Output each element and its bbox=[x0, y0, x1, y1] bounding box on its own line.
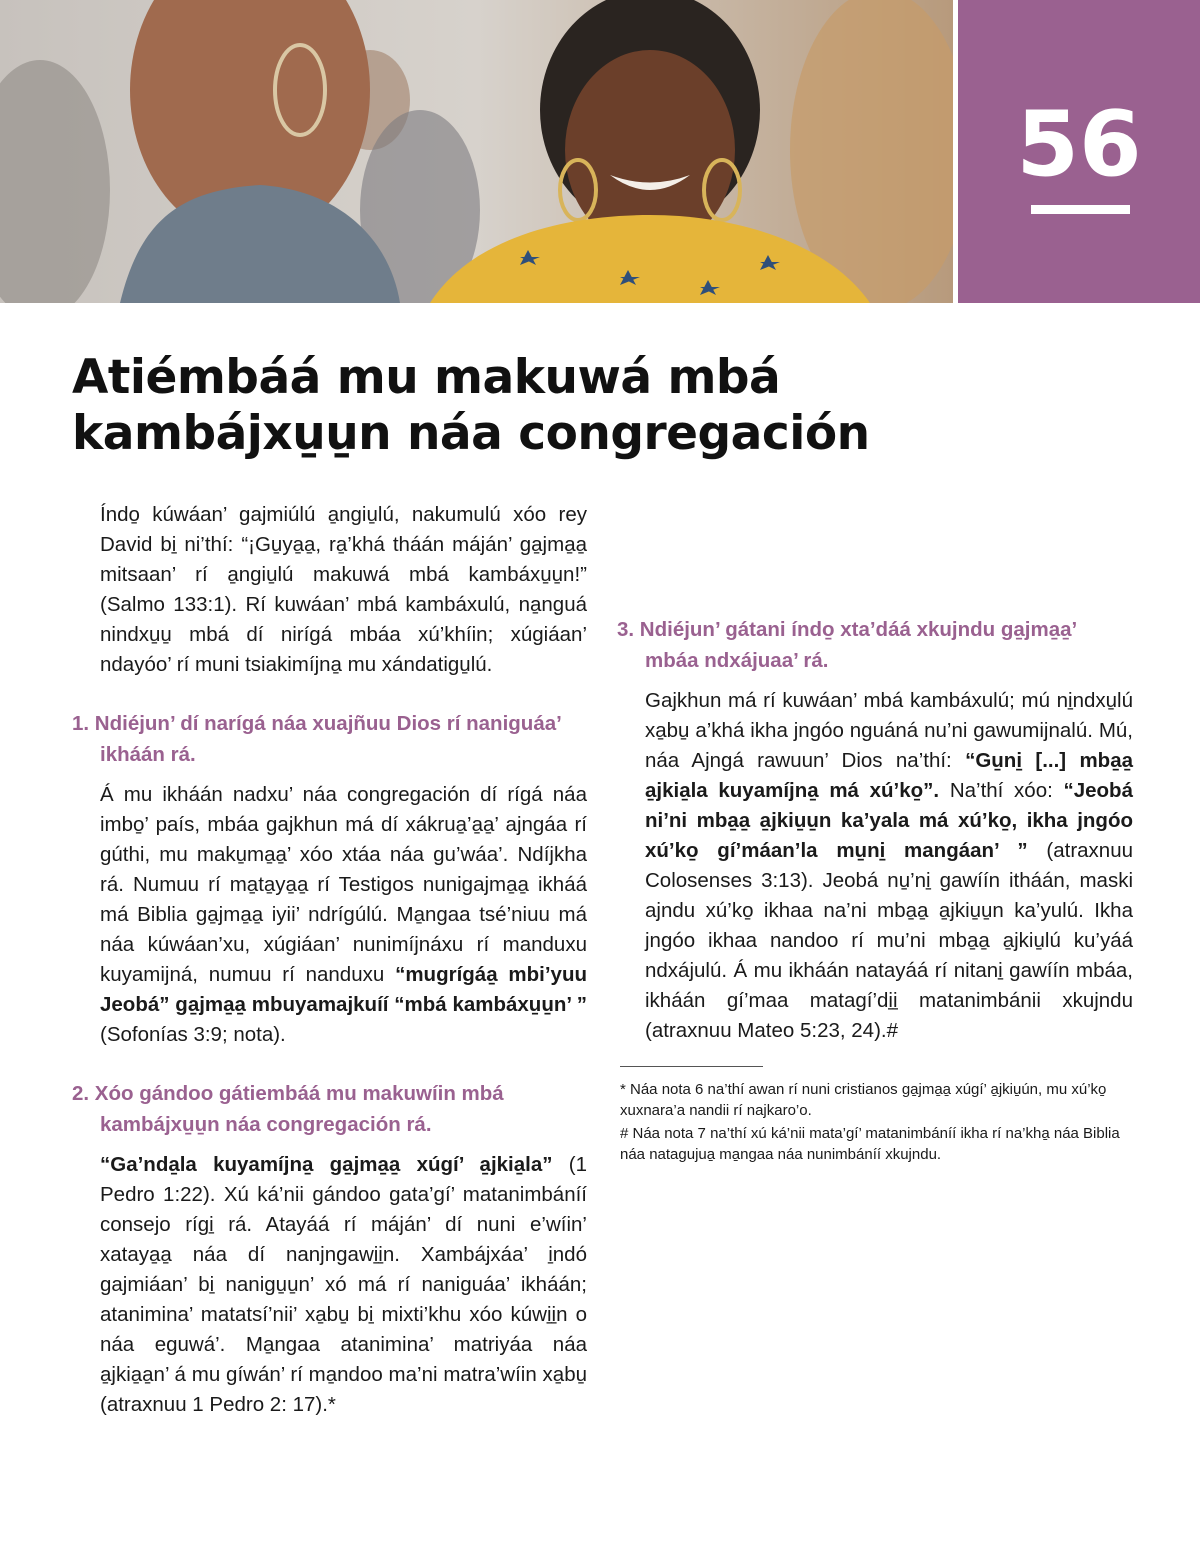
section-3-text-a: Gajkhun má rí kuwáan’ mbá kambáxulú; mú ni̱ndxu̱lú xa̱bu̱ a’khá ikha jngóo nguáná nu’ni gawumijnalú. Mú, náa Ajngá rawuun’ Dios na’thí: bbox=[645, 689, 1133, 772]
section-3-bold-b: “Jeobá ni’ni mba̱a̱ a̱jkiu̱u̱n ka’yala má xú’ko̱, ikha jngóo xú’ko̱ gí’máan’la mu̱ni̱ mangáan’ ” bbox=[645, 779, 1133, 862]
footnote-2: # Náa nota 7 na’thí xú ká’nii mata’gí’ matanimbáníí ikha rí na’kha̱ náa Biblia náa natagujua̱ ma̱ngaa náa nunimbáníí xkujndu. bbox=[620, 1125, 1120, 1163]
section-2-heading: 2. Xóo gándoo gátiembáá mu makuwíin mbá kambájxu̱u̱n náa congregación rá. bbox=[72, 1082, 504, 1136]
footnote-divider bbox=[620, 1066, 763, 1067]
lesson-number-underline bbox=[1031, 205, 1130, 214]
section-3-heading: 3. Ndiéjun’ gátani índo̱ xta’dáá xkujndu ga̱jma̱a̱’ mbáa ndxájuaa’ rá. bbox=[617, 618, 1077, 672]
intro-paragraph: Índo̱ kúwáan’ gajmiúlú a̱ngiu̱lú, nakumulú xóo rey David bi̱ ni’thí: “¡Gu̱ya̱a̱, ra̱’khá tháán máján’ ga̱jma̱a̱ mitsaan’ rí a̱ngiu̱lú makuwá mbá kambáxu̱u̱n!” (Salmo 133:1). Rí kuwáan’ mbá kambáxulú, na̱nguá nindxu̱u̱ mbá dí nirígá mbáa xú’khíin; xúgiáan’ ndayóo’ rí muni tsiakimíjna̱ mu xándatigu̱lú. bbox=[100, 503, 587, 676]
section-2-bold-quote: “Ga’nda̱la kuyamíjna̱ ga̱jma̱a̱ xúgí’ a̱jkia̱la” bbox=[100, 1153, 553, 1176]
section-2-paragraph bbox=[100, 1150, 587, 1420]
hero-photo bbox=[0, 0, 953, 303]
footnote-1: * Náa nota 6 na’thí awan rí nuni cristianos ga̱jma̱a̱ xúgí’ a̱jkiu̱ún, mu xú’ko̱ xuxnara’a nandii rí najkaro’o. bbox=[620, 1081, 1107, 1119]
page-title bbox=[72, 350, 1132, 462]
left-column bbox=[72, 500, 587, 1440]
lesson-number: 56 bbox=[1016, 92, 1142, 197]
section-3-paragraph bbox=[645, 686, 1133, 1046]
section-3-text-c: (atraxnuu Colosenses 3:13). Jeobá nu̱’ni̱ gawíín itháán, maski ajndu xú’ko̱ ikhaa na’ni mba̱a̱ a̱jkiu̱u̱n ka’yulú. Ikha jngóo ikhaa nandoo rí mu’ni mba̱a̱ a̱jkiu̱lú ku’yáá ndxájulú. Á mu ikháán natayáá rí nitani̱ gawíín mbáa, ikháán gí’maa matagí’di̱i̱ matanimbánii xkujndu (atraxnuu Mateo 5:23, 24).# bbox=[645, 839, 1133, 1042]
title-line-1: Atiémbáá mu makuwá mbá bbox=[72, 350, 781, 405]
section-1-paragraph: Á mu ikháán nadxu’ náa congregación dí rígá náa imbo̱’ país, mbáa gajkhun má dí xákrua̱’a̱a̱’ ajngáa rí gúthi, mu maku̱ma̱a̱’ xóo xtáa náa gu’wáa’. Ndíjkha rá. Numuu rí ma̱ta̱ya̱a̱ rí Testigos nunigajma̱a̱ ikháá má Biblia ga̱jma̱a̱ iyii’ ndrígúlú. Ma̱ngaa tsé’niuu má náa kúwáan’xu, xúgiáan’ nunimíjnáxu rí manduxu kuyamijná, numuu rí nanduxu “mugrígáa̱ mbi’yuu Jeobá” ga̱jma̱a̱ mbuyamajkuíí “mbá kambáxu̱u̱n’ ” (Sofonías 3:9; nota). bbox=[100, 783, 587, 1046]
section-1-bold-quote: “mugrígáa̱ mbi’yuu Jeobá” ga̱jma̱a̱ mbuyamajkuíí “mbá kambáxu̱u̱n’ ” bbox=[100, 963, 587, 1016]
section-2-text: (1 Pedro 1:22). Xú ká’nii gándoo gata’gí’ matanimbáníí consejo rígi̱ rá. Atayáá rí máján’ dí nuni e’wíin’ xataya̱a̱ náa dí nanjngawi̱i̱n. Xambájxáa’ i̱ndó gajmiáan’ bi̱ nanigu̱u̱n’ xó má rí naniguáa’ ikháán; atanimina’ matatsí’nii’ xa̱bu̱ bi̱ mixti’khu xóo kúwi̱i̱n o náa eguwá’. Ma̱ngaa atanimina’ matriyáa náa a̱jkia̱a̱n’ á mu gíwán’ rí ma̱ndoo ma’ni matra’wíin xa̱bu̱ (atraxnuu 1 Pedro 2: 17).* bbox=[100, 1153, 587, 1416]
lesson-number-box bbox=[958, 0, 1200, 303]
title-line-2: kambájxu̱u̱n náa congregación bbox=[72, 406, 870, 461]
footnotes bbox=[620, 1079, 1133, 1165]
section-1-heading: 1. Ndiéjun’ dí narígá náa xuajñuu Dios rí naniguáa’ ikháán rá. bbox=[72, 712, 561, 766]
right-column bbox=[617, 502, 1133, 1167]
section-3-bold-a: “Gu̱ni̱ [...] mba̱a̱ a̱jkia̱la kuyamíjna̱ má xú’ko̱”. bbox=[645, 749, 1133, 802]
section-3-text-b: Na’thí xóo: bbox=[949, 779, 1053, 802]
